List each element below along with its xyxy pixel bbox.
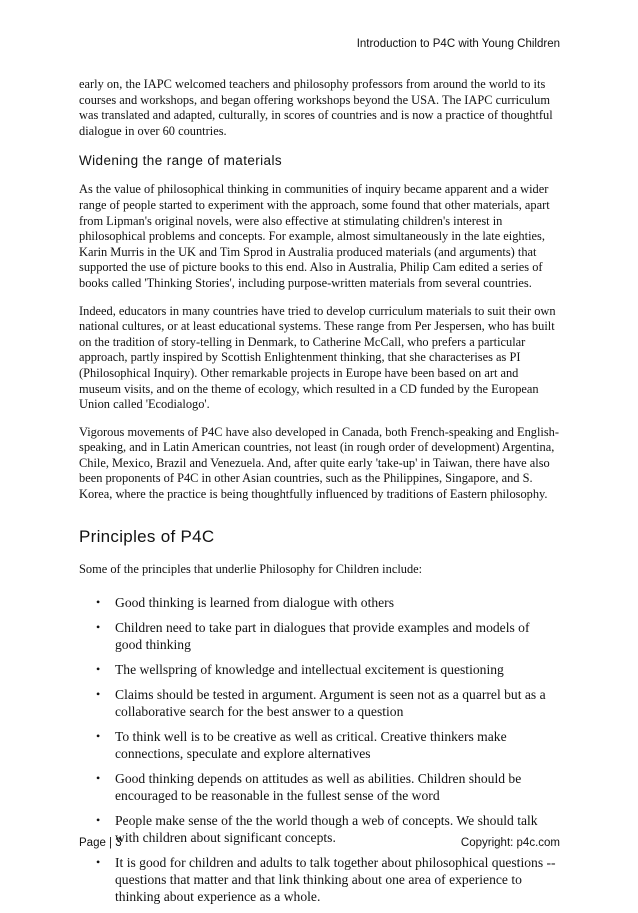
list-item [79, 854, 560, 905]
list-item [79, 619, 560, 653]
bullet-icon: • [96, 729, 101, 744]
principle-text: Claims should be tested in argument. Argument is seen not as a quarrel but as a collaborative search for the best answer to a question [115, 687, 546, 720]
list-item [79, 686, 560, 720]
widening-paragraph-1: As the value of philosophical thinking in communities of inquiry became apparent and a wider range of people started to experiment with the approach, some found that other materials, apart from Lipman's original novels, were also effective at stimulating children's interest in philosophical problems and concepts. For example, almost simultaneously in the late eighties, Karin Murris in the UK and Tim Sprod in Australia produced materials (and arguments) that supported the use of picture books to this end. Also in Australia, Philip Cam edited a series of books called 'Thinking Stories', including purpose-written materials from several countries. [79, 182, 550, 290]
principle-text: Children need to take part in dialogues that provide examples and models of good thinking [115, 620, 530, 653]
list-item [79, 594, 560, 611]
page-header: Introduction to P4C with Young Children [356, 38, 560, 50]
list-item [79, 728, 560, 762]
bullet-icon: • [96, 620, 101, 635]
principle-text: Good thinking depends on attitudes as well as abilities. Children should be encouraged to be reasonable in the fullest sense of the word [115, 771, 522, 804]
list-item [79, 661, 560, 678]
principles-intro: Some of the principles that underlie Philosophy for Children include: [79, 561, 423, 576]
principle-text: To think well is to be creative as well as critical. Creative thinkers make connections, speculate and explore alternatives [115, 729, 507, 762]
widening-paragraph-2: Indeed, educators in many countries have tried to develop curriculum materials to suit their own national cultures, or at least educational systems. These range from Per Jespersen, who has built on the tradition of story-telling in Denmark, to Catherine McCall, who prefers a particular approach, partly inspired by Scottish Enlightenment thinking, that she characterises as PI (Philosophical Inquiry). Other remarkable projects in Europe have been based on art and museum visits, and on the theme of ecology, which resulted in a CD funded by the European Union called 'Ecodialogo'. [79, 303, 556, 412]
copyright-notice: Copyright: p4c.com [460, 837, 560, 849]
widening-heading: Widening the range of materials [79, 153, 283, 169]
widening-paragraph-3: Vigorous movements of P4C have also developed in Canada, both French-speaking and English-speaking, and in Latin American countries, not least (in rough order of development) Argentina, Chile, Mexico, Brazil and Venezuela. And, after quite early 'take-up' in Taiwan, there have also been proponents of P4C in other Asian countries, such as the Philippines, Singapore, and S. Korea, where the practice is being thoughtfully influenced by traditions of Eastern philosophy. [79, 424, 559, 502]
principle-text: The wellspring of knowledge and intellectual excitement is questioning [115, 662, 504, 678]
principles-heading: Principles of P4C [79, 526, 215, 546]
bullet-icon: • [96, 855, 101, 870]
principle-text: It is good for children and adults to talk together about philosophical questions -- questions that matter and that link thinking about one area of experience to thinking about experience as a whole. [115, 855, 556, 905]
principle-text: People make sense of the the world though a web of concepts. We should talk with children about significant concepts. [115, 813, 538, 846]
principles-list [79, 594, 560, 905]
bullet-icon: • [96, 662, 101, 677]
bullet-icon: • [96, 595, 101, 610]
bullet-icon: • [96, 771, 101, 786]
bullet-icon: • [96, 687, 101, 702]
list-item [79, 770, 560, 804]
page-number: Page | 3 [79, 837, 122, 849]
principle-text: Good thinking is learned from dialogue with others [115, 595, 394, 611]
page-content [79, 77, 560, 913]
intro-paragraph: early on, the IAPC welcomed teachers and philosophy professors from around the world to its courses and workshops, and began offering workshops beyond the USA. The IAPC curriculum was translated and adapted, culturally, in scores of countries and is now a practice of thoughtful dialogue in over 60 countries. [79, 77, 553, 138]
bullet-icon: • [96, 813, 101, 828]
